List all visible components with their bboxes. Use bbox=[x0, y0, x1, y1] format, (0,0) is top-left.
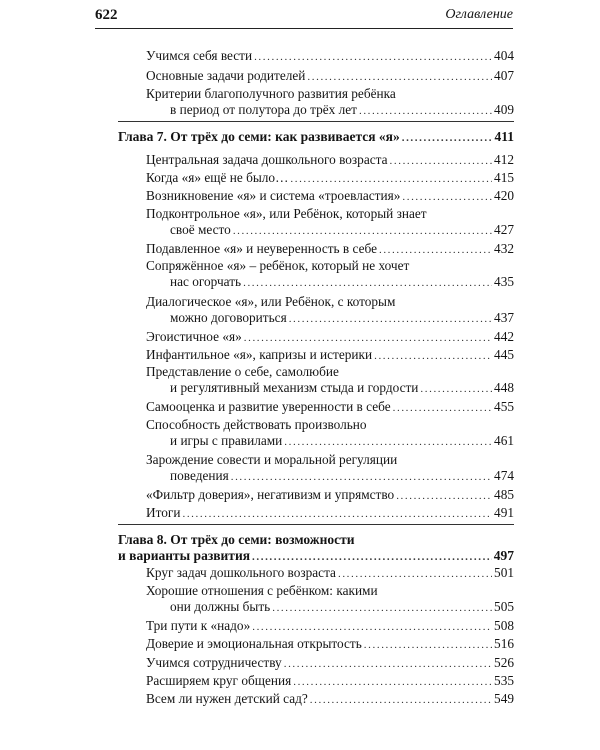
toc-entry-title: Подконтрольное «я», или Ребёнок, который знает bbox=[146, 206, 427, 221]
toc-entry bbox=[146, 364, 514, 397]
toc-entry-title-cont: и игры с правилами bbox=[170, 433, 283, 448]
toc-chapter-entry bbox=[118, 129, 514, 146]
toc-chapter-title-cont: и варианты развития bbox=[118, 548, 251, 563]
toc-entry-page: 407 bbox=[494, 68, 514, 83]
running-section-title: Оглавление bbox=[445, 7, 513, 22]
toc-entry bbox=[146, 399, 514, 416]
toc-entry-page: 412 bbox=[494, 152, 514, 167]
section-divider bbox=[118, 121, 514, 122]
toc-entry bbox=[146, 505, 514, 522]
toc-entry-title: Когда «я» ещё не было… bbox=[146, 170, 289, 185]
toc-entry bbox=[146, 241, 514, 258]
toc-entry-title: Всем ли нужен детский сад? bbox=[146, 691, 308, 706]
toc-entry-title: Возникновение «я» и система «троевластия» bbox=[146, 188, 401, 203]
toc-entry-page: 435 bbox=[494, 274, 514, 289]
toc-entry-title: Учимся себя вести bbox=[146, 48, 253, 63]
toc-entry-title: Хорошие отношения с ребёнком: какими bbox=[146, 583, 378, 598]
toc-entry-page: 535 bbox=[494, 673, 514, 688]
toc-entry-title: Эгоистичное «я» bbox=[146, 329, 242, 344]
toc-entry-title-cont: поведения bbox=[170, 468, 229, 483]
toc-chapter-title: Глава 8. От трёх до семи: возможности bbox=[118, 532, 355, 547]
toc-entry-page: 448 bbox=[494, 380, 514, 395]
toc-entry bbox=[146, 68, 514, 85]
toc-entry-page: 432 bbox=[494, 241, 514, 256]
toc-entry-title: Круг задач дошкольного возраста bbox=[146, 565, 336, 580]
toc-entry-page: 491 bbox=[494, 505, 514, 520]
toc-entry-page: 415 bbox=[494, 170, 514, 185]
toc-entry bbox=[146, 347, 514, 364]
toc-entry-page: 404 bbox=[494, 48, 514, 63]
toc-entry-page: 485 bbox=[494, 487, 514, 502]
toc-entry-title: Три пути к «надо» bbox=[146, 618, 251, 633]
toc-entry bbox=[146, 206, 514, 239]
toc-entry-title: Зарождение совести и моральной регуляции bbox=[146, 452, 398, 467]
toc-entry-title: Критерии благополучного развития ребёнка bbox=[146, 86, 396, 101]
toc-entry-title: Способность действовать произвольно bbox=[146, 417, 367, 432]
toc-entry-title: Инфантильное «я», капризы и истерики bbox=[146, 347, 373, 362]
toc-entry-page: 549 bbox=[494, 691, 514, 706]
toc-entry-page: 474 bbox=[494, 468, 514, 483]
toc-entry bbox=[146, 452, 514, 485]
toc-entry-page: 505 bbox=[494, 599, 514, 614]
toc-entry-page: 409 bbox=[494, 102, 514, 117]
toc-entry bbox=[146, 294, 514, 327]
toc-entry bbox=[146, 583, 514, 616]
toc-chapter-title: Глава 7. От трёх до семи: как развивается «я» bbox=[118, 129, 400, 144]
toc-entry bbox=[146, 565, 514, 582]
toc-entry-page: 516 bbox=[494, 636, 514, 651]
toc-chapter-entry bbox=[118, 532, 514, 565]
toc-entry-title-cont: они должны быть bbox=[170, 599, 271, 614]
toc-entry-title: Расширяем круг общения bbox=[146, 673, 292, 688]
toc-entry-title: Представление о себе, самолюбие bbox=[146, 364, 339, 379]
toc-entry-page: 420 bbox=[494, 188, 514, 203]
toc-entry-page: 497 bbox=[493, 548, 514, 563]
toc-entry-title-cont: нас огорчать bbox=[170, 274, 242, 289]
toc-entry-title: Сопряжённое «я» – ребёнок, который не хочет bbox=[146, 258, 410, 273]
toc-entry-page: 461 bbox=[494, 433, 514, 448]
toc-entry-page: 437 bbox=[494, 310, 514, 325]
toc-entry-page: 442 bbox=[494, 329, 514, 344]
toc-entry-title: Основные задачи родителей bbox=[146, 68, 306, 83]
toc-entry bbox=[146, 170, 514, 187]
toc-entry bbox=[146, 258, 514, 291]
toc-entry bbox=[146, 188, 514, 205]
toc-entry-title: Самооценка и развитие уверенности в себе bbox=[146, 399, 391, 414]
toc-entry-page: 508 bbox=[494, 618, 514, 633]
toc-entry-page: 445 bbox=[494, 347, 514, 362]
toc-entry-page: 501 bbox=[494, 565, 514, 580]
toc-entry-title-cont: и регулятивный механизм стыда и гордости bbox=[170, 380, 419, 395]
toc-entry-title: Доверие и эмоциональная открытость bbox=[146, 636, 362, 651]
toc-entry bbox=[146, 417, 514, 450]
toc-entry bbox=[146, 691, 514, 708]
toc-entry-title: «Фильтр доверия», негативизм и упрямство bbox=[146, 487, 395, 502]
section-divider bbox=[118, 524, 514, 525]
toc-entry bbox=[146, 86, 514, 119]
toc-entry-title: Центральная задача дошкольного возраста bbox=[146, 152, 388, 167]
toc-entry-page: 455 bbox=[494, 399, 514, 414]
toc-entry-page: 526 bbox=[494, 655, 514, 670]
toc-entry bbox=[146, 329, 514, 346]
toc-entry bbox=[146, 487, 514, 504]
toc-entry-page: 411 bbox=[494, 129, 514, 144]
toc-entry-title: Учимся сотрудничеству bbox=[146, 655, 282, 670]
toc-entry-title-cont: в период от полутора до трёх лет bbox=[170, 102, 357, 117]
toc-entry bbox=[146, 655, 514, 672]
toc-entry bbox=[146, 618, 514, 635]
toc-entry-title: Итоги bbox=[146, 505, 181, 520]
toc-entry-title-cont: своё место bbox=[170, 222, 231, 237]
toc-entry-title: Диалогическое «я», или Ребёнок, с которым bbox=[146, 294, 396, 309]
toc-entry-title-cont: можно договориться bbox=[170, 310, 287, 325]
toc-entry bbox=[146, 636, 514, 653]
toc-entry bbox=[146, 48, 514, 65]
page-number: 622 bbox=[95, 7, 118, 23]
toc-entry-title: Подавленное «я» и неуверенность в себе bbox=[146, 241, 377, 256]
toc-entry-page: 427 bbox=[494, 222, 514, 237]
toc-entry bbox=[146, 152, 514, 169]
toc-entry bbox=[146, 673, 514, 690]
